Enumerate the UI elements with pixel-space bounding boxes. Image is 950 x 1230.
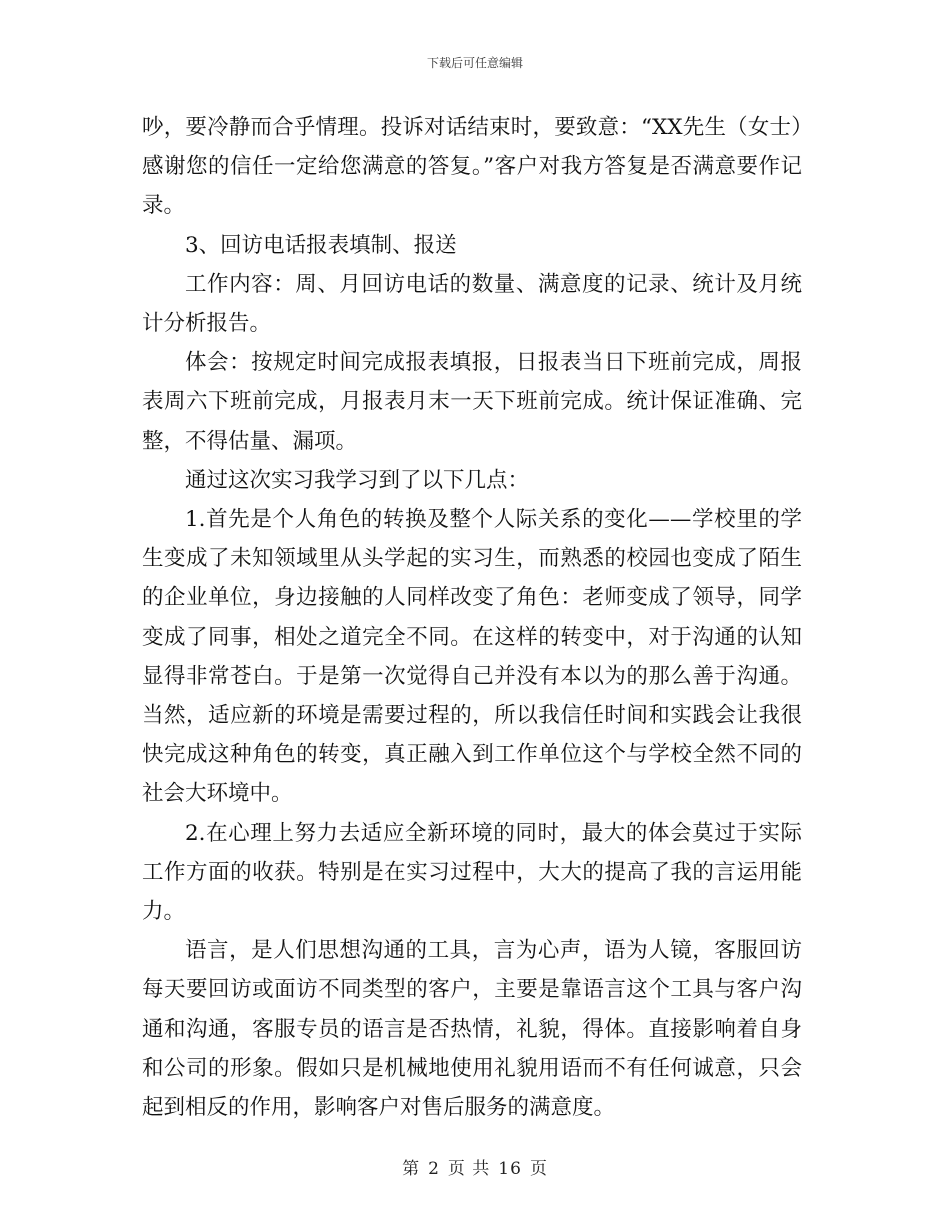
footer-suffix: 页: [529, 1159, 548, 1179]
footer-mid: 页 共: [447, 1159, 491, 1179]
paragraph-8: 语言，是人们思想沟通的工具，言为心声，语为人镜，客服回访每天要回访或面访不同类型的客户，主要是靠语言这个工具与客户沟通和沟通，客服专员的语言是否热情，礼貌，得体。直接影响着自身和公司的形象。假如只是机械地使用礼貌用语而不有任何诚意，只会起到相反的作用，影响客户对售后服务的满意度。: [142, 938, 802, 1121]
paragraph-6: 1.首先是个人角色的转换及整个人际关系的变化——学校里的学生变成了未知领域里从头学起的实习生，而熟悉的校园也变成了陌生的企业单位，身边接触的人同样改变了角色：老师变成了领导，同学变成了同事，相处之道完全不同。在这样的转变中，对于沟通的认知显得非常苍白。于是第一次觉得自己并没有本以为的那么善于沟通。当然，适应新的环境是需要过程的，所以我信任时间和实践会让我很快完成这种角色的转变，真正融入到工作单位这个与学校全然不同的社会大环境中。: [142, 507, 802, 807]
paragraph-2-heading: 3、回访电话报表填制、报送: [185, 232, 457, 258]
paragraph-5: 通过这次实习我学习到了以下几点：: [185, 467, 530, 493]
paragraph-4: 体会：按规定时间完成报表填报，日报表当日下班前完成，周报表周六下班前完成，月报表月末一天下班前完成。统计保证准确、完整，不得估量、漏项。: [142, 350, 802, 454]
paragraph-3: 工作内容：周、月回访电话的数量、满意度的记录、统计及月统计分析报告。: [142, 271, 802, 337]
footer-total-pages: 16: [498, 1159, 522, 1179]
paragraph-7: 2.在心理上努力去适应全新环境的同时，最大的体会莫过于实际工作方面的收获。特别是在实习过程中，大大的提高了我的言运用能力。: [142, 820, 802, 925]
page-footer: [0, 1154, 950, 1179]
page-header-note: 下载后可任意编辑: [426, 56, 523, 70]
footer-page-number: 2: [428, 1159, 440, 1179]
document-body: [142, 108, 802, 1127]
paragraph-1: 吵，要冷静而合乎情理。投诉对话结束时，要致意：“XX先生（女士）感谢您的信任一定给您满意的答复。”客户对我方答复是否满意要作记录。: [142, 115, 802, 219]
footer-prefix: 第: [402, 1159, 421, 1179]
